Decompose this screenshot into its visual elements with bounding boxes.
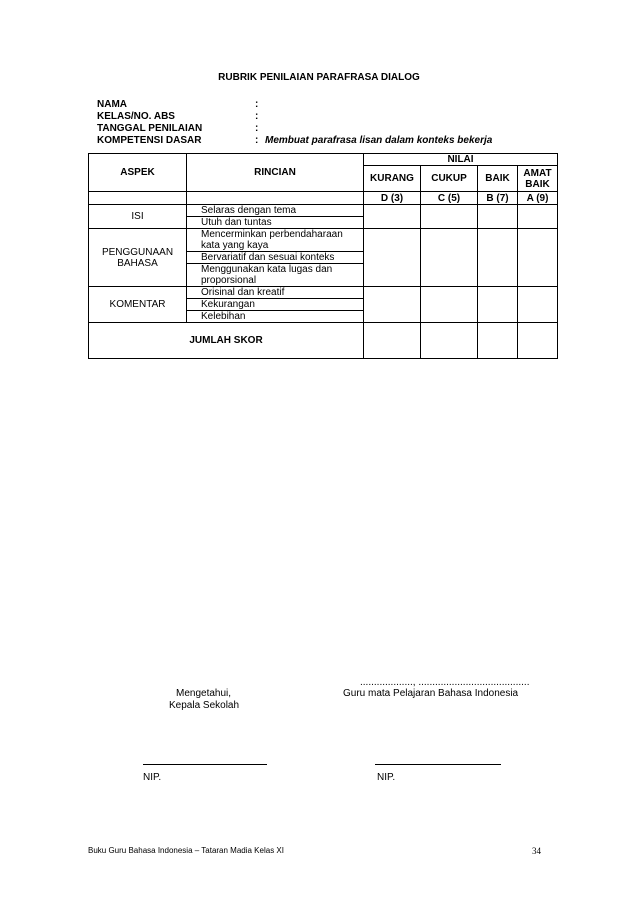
- identity-row-kelas: [97, 111, 265, 122]
- rincian-item: Bervariatif dan sesuai konteks: [187, 252, 364, 264]
- right-signature-line: [375, 764, 501, 765]
- page-number: 34: [532, 846, 541, 856]
- rincian-item: Kekurangan: [187, 299, 364, 311]
- score-b: B (7): [478, 192, 518, 205]
- score-a: A (9): [518, 192, 558, 205]
- right-nip-label: NIP.: [377, 772, 396, 783]
- score-cell: [421, 205, 478, 229]
- score-cell: [478, 205, 518, 229]
- rincian-item: Orisinal dan kreatif: [187, 287, 364, 299]
- score-cell: [478, 229, 518, 287]
- total-score-cell: [364, 323, 421, 359]
- aspect-isi: ISI: [89, 205, 187, 229]
- identity-colon: :: [255, 135, 259, 146]
- identity-value: Membuat parafrasa lisan dalam konteks bekerja: [265, 135, 493, 146]
- rincian-item: Menggunakan kata lugas dan proporsional: [187, 264, 364, 287]
- level-kurang: KURANG: [364, 166, 421, 192]
- identity-colon: :: [255, 111, 259, 122]
- identity-label: TANGGAL PENILAIAN: [97, 123, 203, 134]
- identity-label: NAMA: [97, 99, 127, 110]
- left-nip-label: NIP.: [143, 772, 162, 783]
- score-spacer: [187, 192, 364, 205]
- score-cell: [364, 229, 421, 287]
- kepala-sekolah-label: Kepala Sekolah: [169, 700, 240, 711]
- identity-colon: :: [255, 99, 259, 110]
- identity-row-nama: [97, 99, 265, 110]
- score-cell: [518, 205, 558, 229]
- place-date-line: ..................., ........................................: [360, 677, 530, 688]
- score-cell: [364, 205, 421, 229]
- rincian-item: Selaras dengan tema: [187, 205, 364, 217]
- score-cell: [518, 287, 558, 323]
- identity-colon: :: [255, 123, 259, 134]
- aspek-header: ASPEK: [89, 154, 187, 192]
- aspect-penggunaan-bahasa: PENGGUNAAN BAHASA: [89, 229, 187, 287]
- score-cell: [364, 287, 421, 323]
- level-amat-baik: AMAT BAIK: [518, 166, 558, 192]
- identity-label: KELAS/NO. ABS: [97, 111, 175, 122]
- aspect-komentar: KOMENTAR: [89, 287, 187, 323]
- footer-text: Buku Guru Bahasa Indonesia – Tataran Madia Kelas XI: [88, 846, 284, 855]
- rubric-table: [88, 153, 558, 359]
- score-cell: [478, 287, 518, 323]
- level-baik: BAIK: [478, 166, 518, 192]
- total-score-cell: [421, 323, 478, 359]
- identity-row-tanggal: [97, 123, 265, 134]
- score-c: C (5): [421, 192, 478, 205]
- mengetahui-label: Mengetahui,: [176, 688, 232, 699]
- total-score-label: JUMLAH SKOR: [89, 323, 364, 359]
- left-signature-line: [143, 764, 267, 765]
- nilai-header: NILAI: [364, 154, 558, 166]
- score-cell: [421, 229, 478, 287]
- score-cell: [421, 287, 478, 323]
- rincian-item: Kelebihan: [187, 311, 364, 323]
- score-spacer: [89, 192, 187, 205]
- total-score-cell: [478, 323, 518, 359]
- guru-mapel-label: Guru mata Pelajaran Bahasa Indonesia: [343, 688, 519, 699]
- total-score-cell: [518, 323, 558, 359]
- score-d: D (3): [364, 192, 421, 205]
- identity-row-kompetensi: [97, 135, 492, 146]
- identity-label: KOMPETENSI DASAR: [97, 135, 202, 146]
- rincian-item: Mencerminkan perbendaharaan kata yang kaya: [187, 229, 364, 252]
- rincian-item: Utuh dan tuntas: [187, 217, 364, 229]
- score-cell: [518, 229, 558, 287]
- level-cukup: CUKUP: [421, 166, 478, 192]
- document-title: RUBRIK PENILAIAN PARAFRASA DIALOG: [218, 72, 420, 83]
- rincian-header: RINCIAN: [187, 154, 364, 192]
